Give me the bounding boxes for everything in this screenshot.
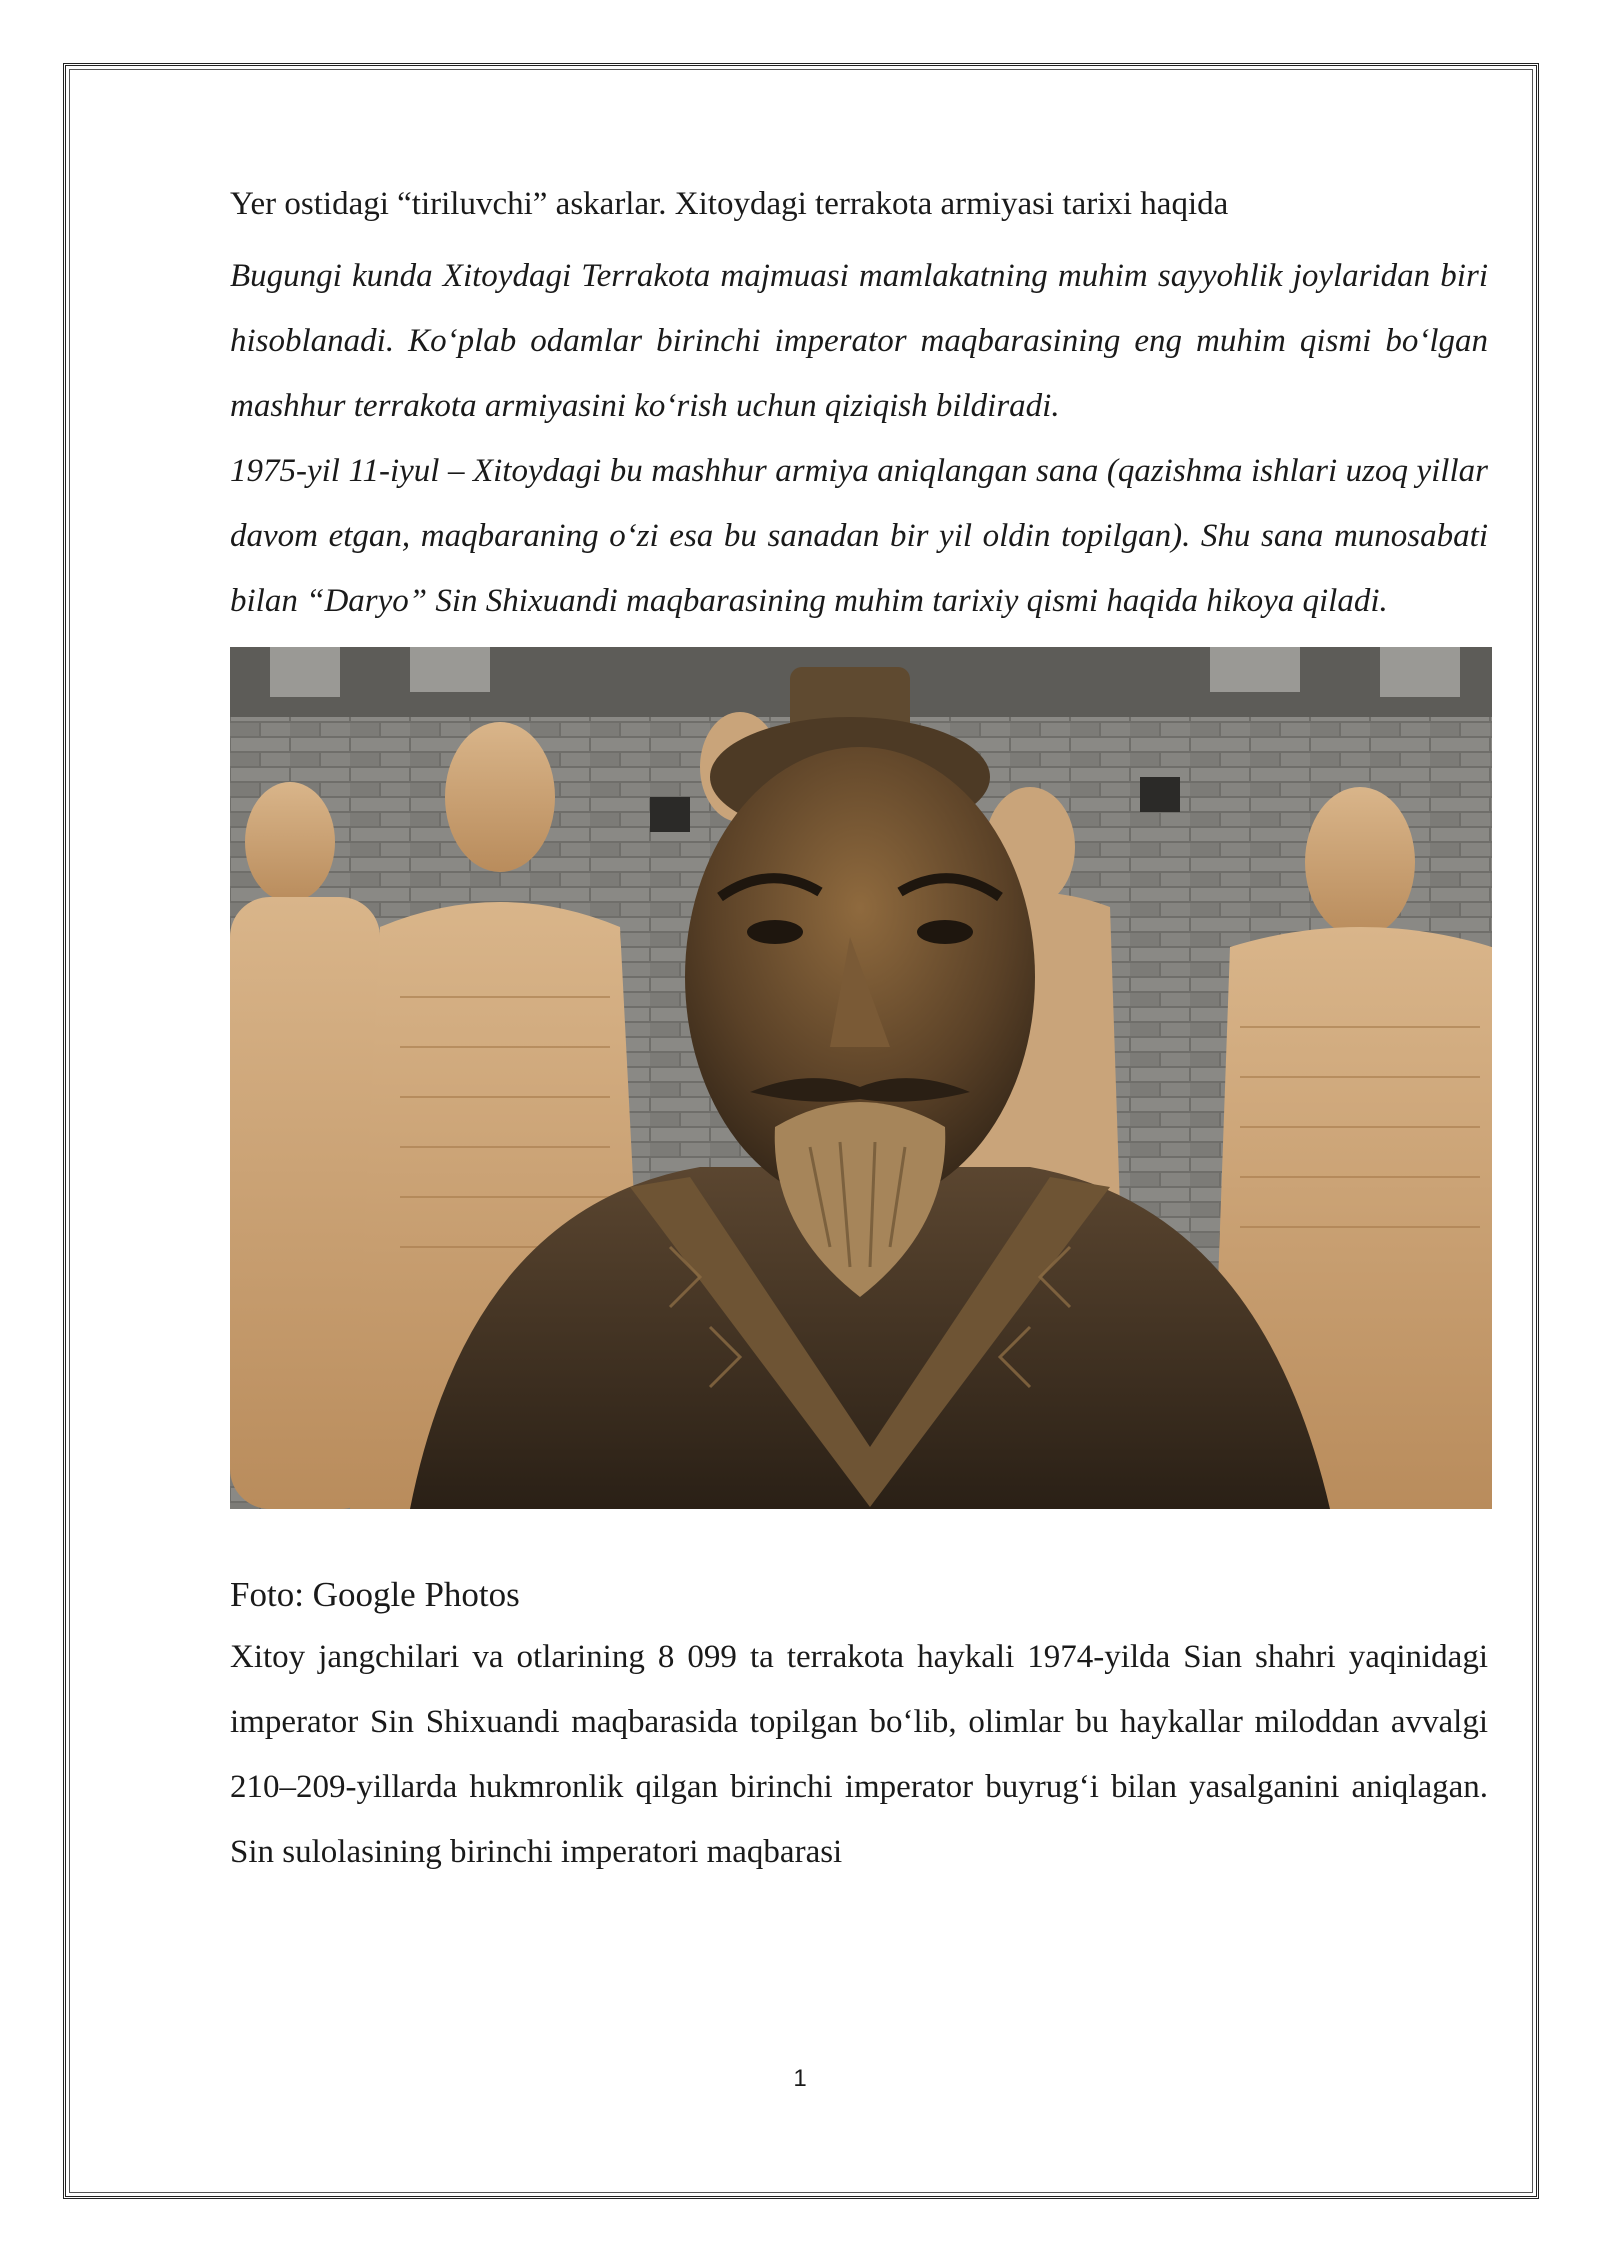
body-paragraph: Xitoy jangchilari va otlarining 8 099 ta terrakota haykali 1974-yilda Sian shahri yaqinidagi imperator Sin Shixuandi maqbarasida topilgan bo‘lib, olimlar bu haykallar miloddan avvalgi 210–209-yillarda hukmronlik qilgan birinchi imperator buyrug‘i bilan yasalganini aniqlagan. Sin sulolasining birinchi imperatori maqbarasi [230,1639,1488,1870]
lead-paragraph: Bugungi kunda Xitoydagi Terrakota majmuasi mamlakatning muhim sayyohlik joylaridan biri hisoblanadi. Ko‘plab odamlar birinchi imperator maqbarasining eng muhim qismi bo‘lgan mashhur terrakota armiyasini ko‘rish uchun qiziqish bildiradi. [230,258,1488,424]
page-number: 1 [793,2065,807,2092]
article-title: Yer ostidagi “tiriluvchi” askarlar. Xitoydagi terrakota armiyasi tarixi haqida [230,186,1229,222]
photo-caption: Foto: Google Photos [230,1575,520,1614]
lead-section [230,244,1488,634]
terracotta-warriors-photo [230,647,1492,1509]
lead-paragraph: 1975-yil 11-iyul – Xitoydagi bu mashhur armiya aniqlangan sana (qazishma ishlari uzoq yillar davom etgan, maqbaraning o‘zi esa bu sanadan bir yil oldin topilgan). Shu sana munosabati bilan “Daryo” Sin Shixuandi maqbarasining muhim tarixiy qismi haqida hikoya qiladi. [230,453,1488,619]
document-body [230,180,1488,1885]
